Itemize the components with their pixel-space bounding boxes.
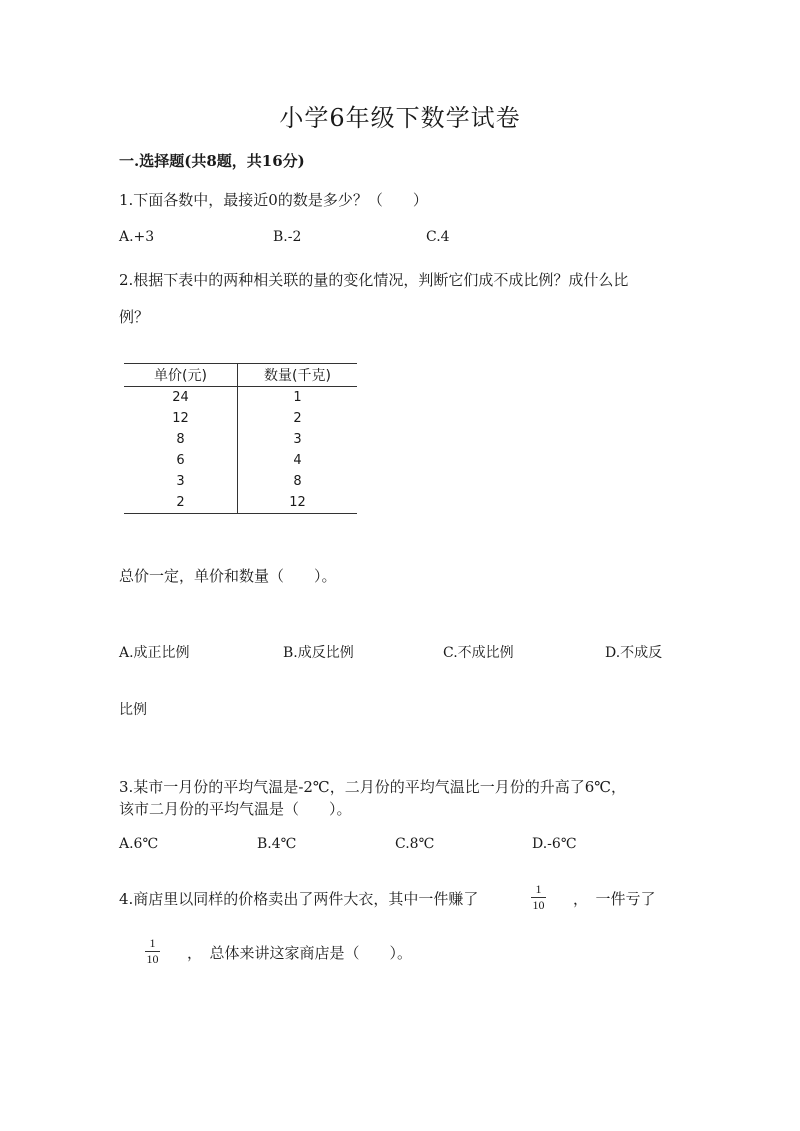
table-cell: 24 bbox=[124, 387, 238, 409]
table-cell: 12 bbox=[238, 492, 358, 514]
section-heading: 一.选择题(共8题，共16分) bbox=[119, 152, 305, 170]
fraction-denominator: 10 bbox=[146, 952, 159, 966]
question-3-option-b[interactable]: B.4℃ bbox=[257, 836, 297, 852]
table-cell: 8 bbox=[124, 429, 238, 450]
question-3-option-c[interactable]: C.8℃ bbox=[395, 836, 435, 852]
fraction-denominator: 10 bbox=[532, 898, 545, 912]
question-2-text-line1: 2.根据下表中的两种相关联的量的变化情况，判断它们成不成比例？成什么比 bbox=[119, 271, 629, 289]
question-2-statement: 总价一定，单价和数量（ ）。 bbox=[119, 567, 337, 585]
question-2-option-d[interactable]: D.不成反 bbox=[605, 645, 663, 661]
table-cell: 3 bbox=[124, 471, 238, 492]
question-3-text-line1: 3.某市一月份的平均气温是-2℃，二月份的平均气温比一月份的升高了6℃， bbox=[119, 778, 627, 796]
question-1-option-c[interactable]: C.4 bbox=[426, 229, 450, 245]
question-3-option-a[interactable]: A.6℃ bbox=[119, 836, 159, 852]
table-row bbox=[124, 492, 357, 514]
price-quantity-table bbox=[124, 363, 357, 514]
table-row bbox=[124, 471, 357, 492]
question-2-text-line2: 例？ bbox=[119, 308, 150, 326]
fraction-numerator: 1 bbox=[149, 936, 156, 950]
table-row bbox=[124, 450, 357, 471]
question-3-text-line2: 该市二月份的平均气温是（ ）。 bbox=[119, 800, 352, 818]
table-row bbox=[124, 408, 357, 429]
question-4-text-part1: 4.商店里以同样的价格卖出了两件大衣，其中一件赚了 bbox=[119, 890, 479, 908]
question-2-option-c[interactable]: C.不成比例 bbox=[443, 645, 514, 661]
table-row bbox=[124, 429, 357, 450]
question-4-text-part3: ， 总体来讲这家商店是（ ）。 bbox=[187, 944, 413, 962]
question-1-option-a[interactable]: A.+3 bbox=[119, 229, 155, 245]
fraction-numerator: 1 bbox=[535, 882, 542, 896]
table-cell: 2 bbox=[293, 411, 302, 426]
fraction-one-tenth bbox=[145, 937, 160, 966]
table-cell: 6 bbox=[124, 450, 238, 471]
table-cell: 1 bbox=[293, 390, 302, 405]
fraction-one-tenth bbox=[531, 883, 546, 912]
question-4-text-part2: ， 一件亏了 bbox=[573, 890, 656, 908]
table-header-price: 单价(元) bbox=[124, 364, 238, 387]
table-header-quantity: 数量(千克) bbox=[238, 364, 358, 387]
page-title: 小学6年级下数学试卷 bbox=[279, 104, 521, 132]
table-row bbox=[124, 387, 357, 409]
question-1-option-b[interactable]: B.-2 bbox=[273, 229, 302, 245]
question-1-text: 1.下面各数中，最接近0的数是多少？（ ） bbox=[119, 191, 428, 209]
table-cell: 8 bbox=[293, 474, 302, 489]
table-cell: 4 bbox=[293, 453, 302, 468]
table-cell: 12 bbox=[124, 408, 238, 429]
question-2-option-b[interactable]: B.成反比例 bbox=[283, 645, 354, 661]
question-2-option-d-wrap: 比例 bbox=[119, 702, 147, 718]
table-cell: 2 bbox=[124, 492, 238, 514]
question-2-option-a[interactable]: A.成正比例 bbox=[119, 645, 190, 661]
table-cell: 3 bbox=[293, 432, 302, 447]
question-3-option-d[interactable]: D.-6℃ bbox=[532, 836, 577, 852]
